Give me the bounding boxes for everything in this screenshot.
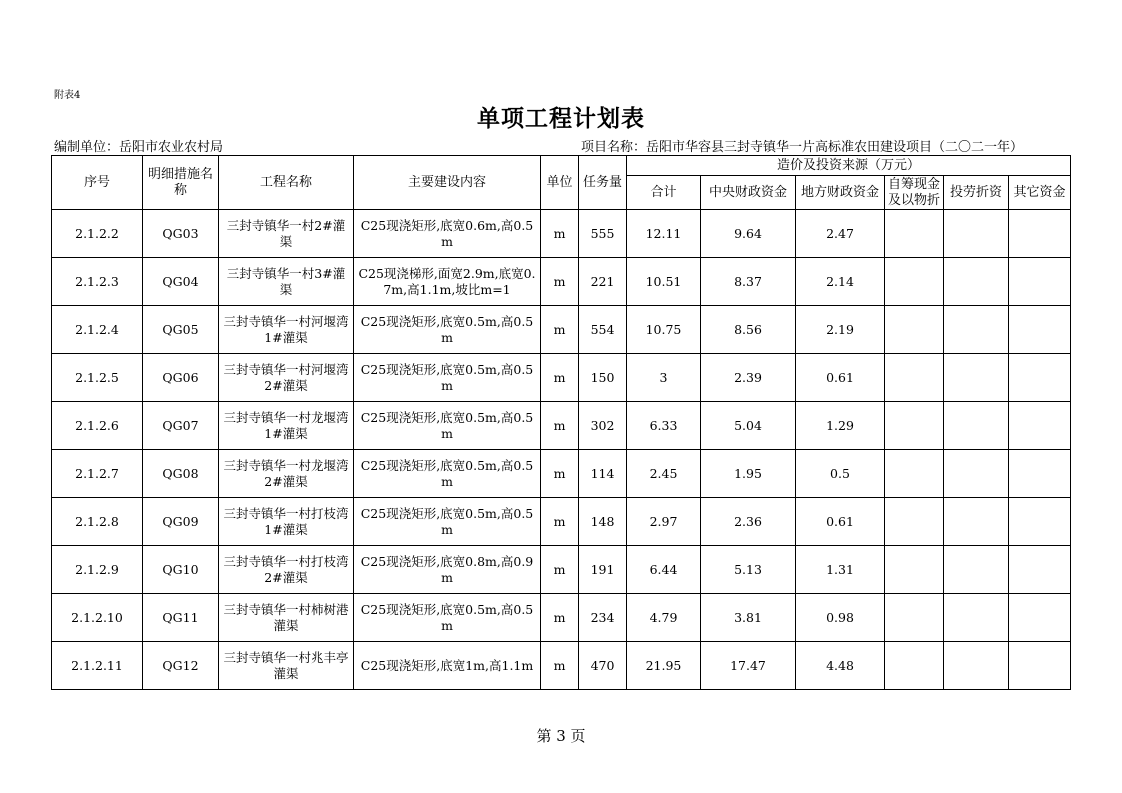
cell-self [885, 642, 944, 690]
cell-local: 0.98 [796, 594, 885, 642]
cell-labor [944, 210, 1009, 258]
cell-code: QG06 [143, 354, 219, 402]
cell-labor [944, 546, 1009, 594]
cell-unit: m [541, 306, 579, 354]
cell-quantity: 555 [579, 210, 627, 258]
cell-labor [944, 642, 1009, 690]
header-local: 地方财政资金 [796, 176, 885, 210]
cell-content: C25现浇矩形,底宽0.5m,高0.5m [354, 498, 541, 546]
cell-quantity: 554 [579, 306, 627, 354]
cell-quantity: 302 [579, 402, 627, 450]
cell-code: QG10 [143, 546, 219, 594]
cell-content: C25现浇矩形,底宽0.5m,高0.5m [354, 306, 541, 354]
cell-code: QG03 [143, 210, 219, 258]
table-row [52, 594, 1071, 642]
cell-quantity: 191 [579, 546, 627, 594]
table-row [52, 306, 1071, 354]
cell-unit: m [541, 498, 579, 546]
cell-seq: 2.1.2.9 [52, 546, 143, 594]
cell-labor [944, 354, 1009, 402]
header-seq: 序号 [52, 156, 143, 210]
table-row [52, 402, 1071, 450]
cell-other [1009, 642, 1071, 690]
cell-self [885, 354, 944, 402]
cell-unit: m [541, 594, 579, 642]
cell-central: 17.47 [701, 642, 796, 690]
project-name: 项目名称：岳阳市华容县三封寺镇华一片高标准农田建设项目（二〇二一年） [581, 140, 1024, 155]
cell-seq: 2.1.2.6 [52, 402, 143, 450]
cell-labor [944, 402, 1009, 450]
cell-central: 1.95 [701, 450, 796, 498]
cell-other [1009, 450, 1071, 498]
cell-seq: 2.1.2.8 [52, 498, 143, 546]
cell-other [1009, 258, 1071, 306]
cell-self [885, 402, 944, 450]
cell-total: 3 [627, 354, 701, 402]
cell-seq: 2.1.2.7 [52, 450, 143, 498]
cell-code: QG07 [143, 402, 219, 450]
cell-content: C25现浇矩形,底宽0.5m,高0.5m [354, 354, 541, 402]
cell-name: 三封寺镇华一村龙堰湾1#灌渠 [219, 402, 354, 450]
cell-quantity: 234 [579, 594, 627, 642]
cell-code: QG12 [143, 642, 219, 690]
table-row [52, 642, 1071, 690]
cell-self [885, 498, 944, 546]
header-self: 自筹现金及以物折 [885, 176, 944, 210]
cell-total: 2.97 [627, 498, 701, 546]
cell-central: 2.36 [701, 498, 796, 546]
cell-other [1009, 546, 1071, 594]
cell-local: 0.5 [796, 450, 885, 498]
cell-code: QG04 [143, 258, 219, 306]
cell-name: 三封寺镇华一村3#灌渠 [219, 258, 354, 306]
cell-seq: 2.1.2.3 [52, 258, 143, 306]
cell-central: 5.04 [701, 402, 796, 450]
cell-name: 三封寺镇华一村兆丰亭灌渠 [219, 642, 354, 690]
cell-local: 0.61 [796, 498, 885, 546]
cell-labor [944, 306, 1009, 354]
cell-other [1009, 354, 1071, 402]
cell-other [1009, 498, 1071, 546]
cell-other [1009, 402, 1071, 450]
cell-content: C25现浇矩形,底宽0.5m,高0.5m [354, 402, 541, 450]
cell-content: C25现浇矩形,底宽0.5m,高0.5m [354, 594, 541, 642]
header-other: 其它资金 [1009, 176, 1071, 210]
cell-content: C25现浇梯形,面宽2.9m,底宽0.7m,高1.1m,坡比m=1 [354, 258, 541, 306]
cell-central: 5.13 [701, 546, 796, 594]
cell-name: 三封寺镇华一村河堰湾2#灌渠 [219, 354, 354, 402]
cell-seq: 2.1.2.11 [52, 642, 143, 690]
cell-labor [944, 594, 1009, 642]
cell-central: 8.37 [701, 258, 796, 306]
cell-total: 21.95 [627, 642, 701, 690]
header-funding-group: 造价及投资来源（万元） [627, 156, 1071, 176]
cell-name: 三封寺镇华一村柿树港灌渠 [219, 594, 354, 642]
cell-code: QG09 [143, 498, 219, 546]
cell-central: 2.39 [701, 354, 796, 402]
cell-self [885, 594, 944, 642]
cell-local: 0.61 [796, 354, 885, 402]
cell-other [1009, 594, 1071, 642]
cell-central: 9.64 [701, 210, 796, 258]
cell-total: 6.33 [627, 402, 701, 450]
cell-self [885, 258, 944, 306]
cell-self [885, 546, 944, 594]
cell-total: 2.45 [627, 450, 701, 498]
cell-labor [944, 498, 1009, 546]
header-total: 合计 [627, 176, 701, 210]
cell-total: 12.11 [627, 210, 701, 258]
cell-seq: 2.1.2.5 [52, 354, 143, 402]
table-row [52, 354, 1071, 402]
cell-content: C25现浇矩形,底宽1m,高1.1m [354, 642, 541, 690]
header-quantity: 任务量 [579, 156, 627, 210]
cell-unit: m [541, 546, 579, 594]
header-content: 主要建设内容 [354, 156, 541, 210]
cell-total: 10.75 [627, 306, 701, 354]
header-measure: 明细措施名称 [143, 156, 219, 210]
cell-content: C25现浇矩形,底宽0.6m,高0.5m [354, 210, 541, 258]
cell-total: 10.51 [627, 258, 701, 306]
cell-self [885, 210, 944, 258]
cell-name: 三封寺镇华一村打枝湾2#灌渠 [219, 546, 354, 594]
table-row [52, 210, 1071, 258]
cell-labor [944, 450, 1009, 498]
page-title: 单项工程计划表 [477, 105, 645, 132]
cell-unit: m [541, 210, 579, 258]
cell-self [885, 306, 944, 354]
table-row [52, 546, 1071, 594]
compiling-unit: 编制单位：岳阳市农业农村局 [54, 140, 224, 155]
cell-seq: 2.1.2.10 [52, 594, 143, 642]
cell-local: 1.31 [796, 546, 885, 594]
attachment-label: 附表4 [54, 90, 81, 101]
cell-code: QG08 [143, 450, 219, 498]
cell-name: 三封寺镇华一村打枝湾1#灌渠 [219, 498, 354, 546]
cell-code: QG11 [143, 594, 219, 642]
cell-seq: 2.1.2.2 [52, 210, 143, 258]
cell-name: 三封寺镇华一村龙堰湾2#灌渠 [219, 450, 354, 498]
cell-self [885, 450, 944, 498]
table-row [52, 498, 1071, 546]
cell-total: 4.79 [627, 594, 701, 642]
cell-other [1009, 306, 1071, 354]
header-central: 中央财政资金 [701, 176, 796, 210]
table-row [52, 258, 1071, 306]
cell-unit: m [541, 354, 579, 402]
plan-table [51, 155, 1071, 690]
cell-name: 三封寺镇华一村2#灌渠 [219, 210, 354, 258]
cell-local: 4.48 [796, 642, 885, 690]
cell-labor [944, 258, 1009, 306]
header-name: 工程名称 [219, 156, 354, 210]
table-row [52, 450, 1071, 498]
cell-local: 2.14 [796, 258, 885, 306]
cell-unit: m [541, 642, 579, 690]
cell-quantity: 114 [579, 450, 627, 498]
cell-quantity: 150 [579, 354, 627, 402]
header-unit: 单位 [541, 156, 579, 210]
cell-local: 1.29 [796, 402, 885, 450]
cell-code: QG05 [143, 306, 219, 354]
cell-quantity: 470 [579, 642, 627, 690]
cell-local: 2.47 [796, 210, 885, 258]
cell-unit: m [541, 450, 579, 498]
cell-total: 6.44 [627, 546, 701, 594]
cell-unit: m [541, 402, 579, 450]
cell-other [1009, 210, 1071, 258]
cell-content: C25现浇矩形,底宽0.8m,高0.9m [354, 546, 541, 594]
cell-central: 8.56 [701, 306, 796, 354]
cell-central: 3.81 [701, 594, 796, 642]
page-number: 第 3 页 [536, 727, 586, 745]
header-labor: 投劳折资 [944, 176, 1009, 210]
cell-quantity: 148 [579, 498, 627, 546]
cell-content: C25现浇矩形,底宽0.5m,高0.5m [354, 450, 541, 498]
cell-unit: m [541, 258, 579, 306]
cell-seq: 2.1.2.4 [52, 306, 143, 354]
cell-local: 2.19 [796, 306, 885, 354]
cell-name: 三封寺镇华一村河堰湾1#灌渠 [219, 306, 354, 354]
cell-quantity: 221 [579, 258, 627, 306]
